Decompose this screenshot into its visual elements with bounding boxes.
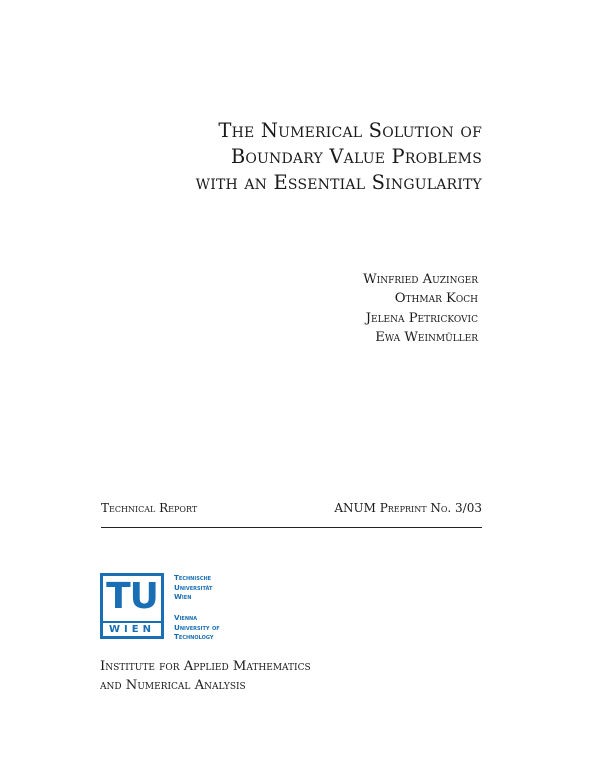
- report-type: Technical Report: [101, 501, 198, 515]
- institute-line: Institute for Applied Mathematics: [100, 659, 311, 674]
- title-line: with an Essential Singularity: [195, 171, 482, 194]
- report-title: [100, 118, 482, 196]
- logo-text-line: Universität: [174, 582, 213, 592]
- tu-wien-logo: [100, 573, 260, 643]
- logo-text-line: Vienna: [174, 613, 198, 622]
- logo-mark-box: [100, 573, 164, 639]
- logo-text-line: Wien: [174, 592, 192, 602]
- logo-mark-divider: [103, 621, 161, 623]
- author-name: Jelena Petrickovic: [365, 310, 478, 326]
- logo-text-line: Technische: [174, 573, 212, 582]
- title-line: Boundary Value Problems: [230, 145, 482, 168]
- logo-text-line: University of: [174, 622, 220, 632]
- author-name: Winfried Auzinger: [363, 272, 478, 287]
- horizontal-divider: [101, 527, 482, 528]
- institute-name: [100, 657, 311, 695]
- logo-mark-text: TU: [106, 576, 158, 617]
- logo-english-name: [174, 613, 220, 642]
- author-list: [250, 270, 478, 348]
- logo-text-line: Technology: [174, 632, 214, 642]
- author-name: Ewa Weinmüller: [375, 330, 478, 346]
- logo-german-name: [174, 573, 212, 602]
- logo-mark-subtext: WIEN: [109, 624, 155, 635]
- institute-line: and Numerical Analysis: [100, 678, 246, 693]
- author-name: Othmar Koch: [394, 291, 478, 307]
- preprint-number: ANUM Preprint No. 3/03: [334, 501, 482, 515]
- title-line: The Numerical Solution of: [218, 119, 482, 142]
